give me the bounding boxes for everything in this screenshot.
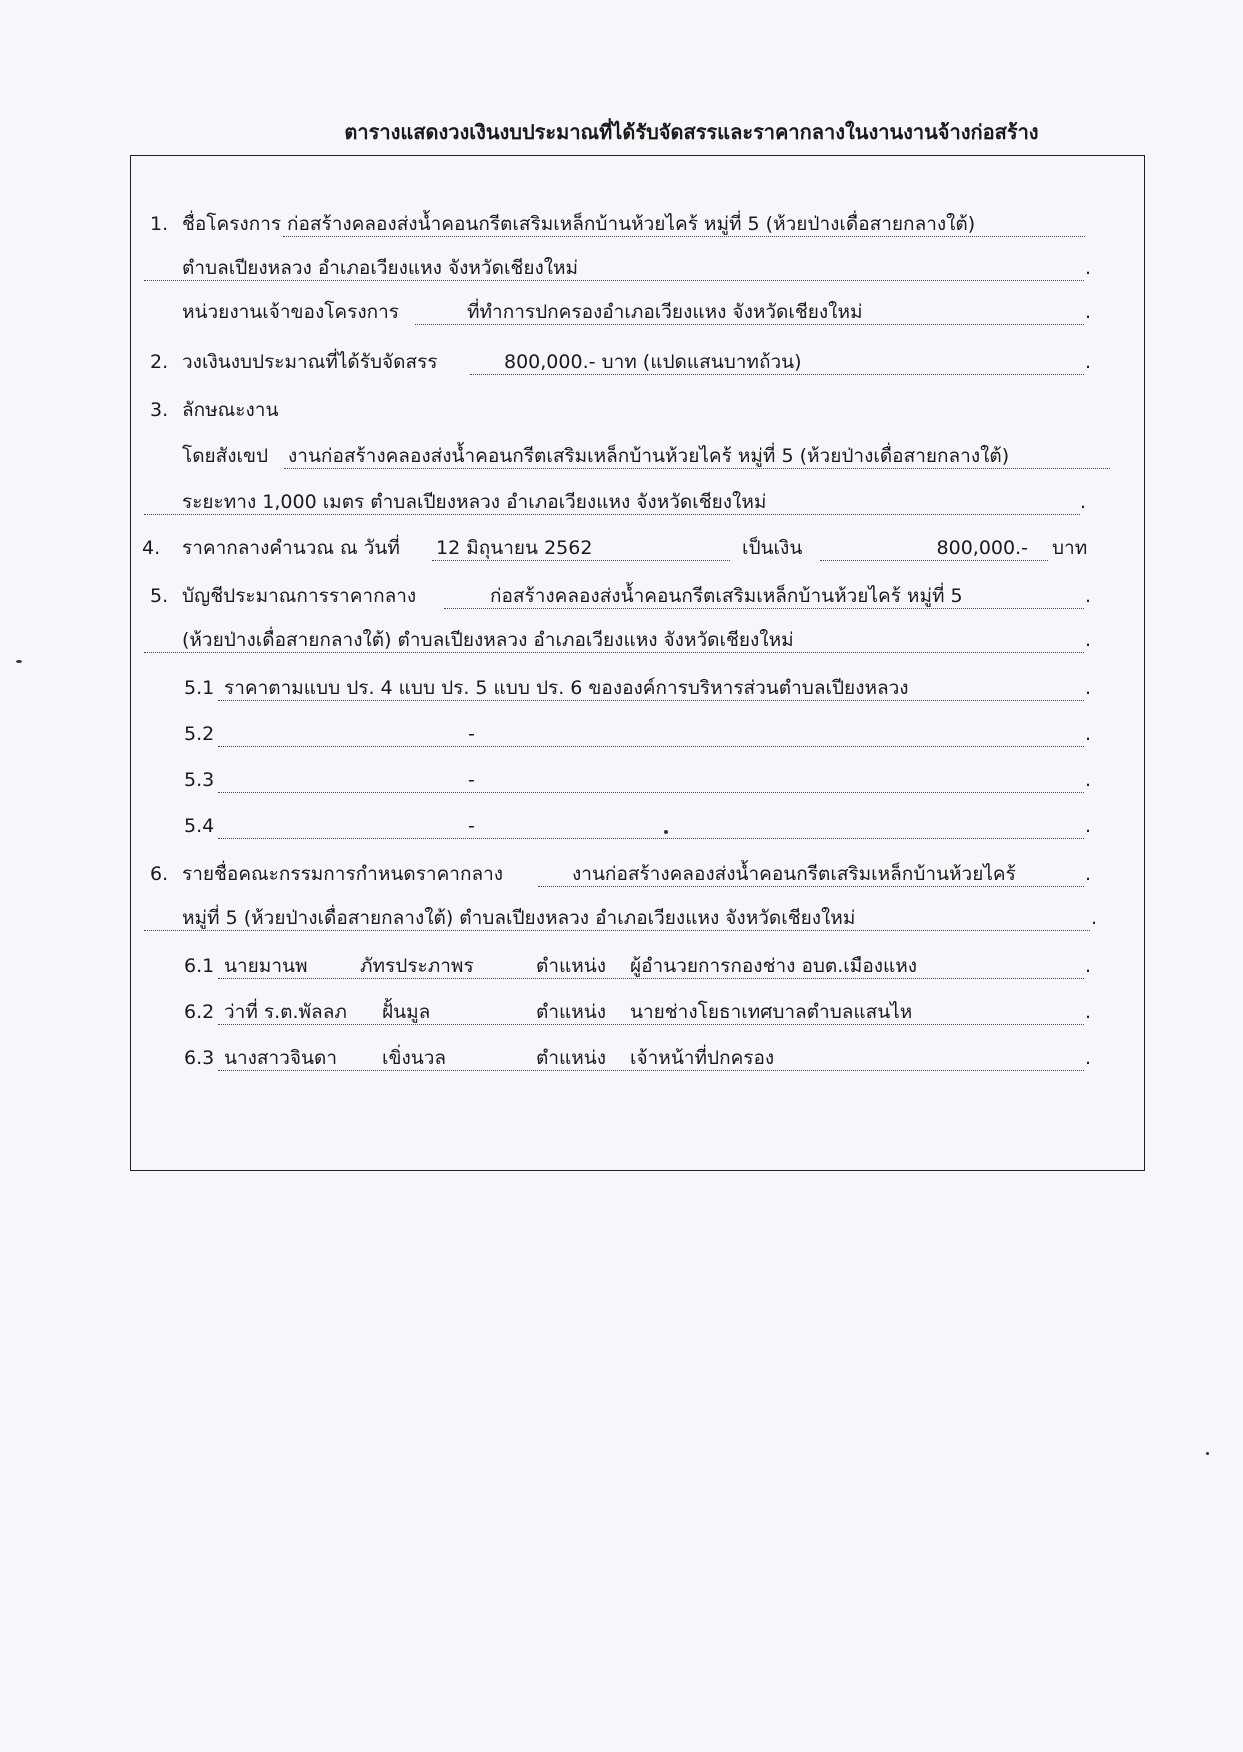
- scan-speck: [664, 830, 668, 834]
- member-3-row: [218, 1046, 1084, 1071]
- s1-project-location: ตำบลเปียงหลวง อำเภอเวียงแหง จังหวัดเชียงใหม่: [144, 256, 1084, 281]
- s5-item-4-number: 5.4: [184, 815, 215, 837]
- s6-label: รายชื่อคณะกรรมการกำหนดราคากลาง: [182, 863, 504, 885]
- s4-amount-label: เป็นเงิน: [742, 537, 803, 559]
- member-3-first-name: นางสาวจินดา: [224, 1047, 337, 1069]
- s6-number: 6.: [150, 863, 169, 885]
- member-3-position-label: ตำแหน่ง: [536, 1047, 607, 1069]
- document-title: ตารางแสดงวงเงินงบประมาณที่ได้รับจัดสรรและราคากลางในงานงานจ้างก่อสร้าง: [344, 120, 1039, 144]
- s2-number: 2.: [150, 351, 169, 373]
- s5-item-2-value: -: [218, 722, 1084, 747]
- member-1-row: [218, 954, 1084, 979]
- s5-item-2-number: 5.2: [184, 723, 215, 745]
- s5-item-3-value: -: [218, 768, 1084, 793]
- s5-end-dot-2: .: [1085, 629, 1092, 651]
- s6-committee-project-2: หมู่ที่ 5 (ห้วยป่างเดื่อสายกลางใต้) ตำบลเปียงหลวง อำเภอเวียงแหง จังหวัดเชียงใหม่: [144, 906, 1090, 931]
- s3-end-dot: .: [1080, 491, 1087, 513]
- s5-item-3-number: 5.3: [184, 769, 215, 791]
- s2-budget-value: 800,000.- บาท (แปดแสนบาทถ้วน): [470, 350, 1084, 375]
- s5-item-4-dot: .: [1085, 815, 1092, 837]
- member-3-number: 6.3: [184, 1047, 215, 1069]
- s1-owner-value: ที่ทำการปกครองอำเภอเวียงแหง จังหวัดเชียงใหม่: [415, 300, 1084, 325]
- s5-item-4-value: -: [218, 814, 1084, 839]
- s5-label: บัญชีประมาณการราคากลาง: [182, 585, 417, 607]
- s5-item-1-number: 5.1: [184, 677, 215, 699]
- s5-item-3-dot: .: [1085, 769, 1092, 791]
- s5-estimate-value: ก่อสร้างคลองส่งน้ำคอนกรีตเสริมเหล็กบ้านห้วยไคร้ หมู่ที่ 5: [444, 584, 1084, 609]
- s5-item-1-dot: .: [1085, 677, 1092, 699]
- member-1-number: 6.1: [184, 955, 215, 977]
- member-2-row: [218, 1000, 1084, 1025]
- s1-owner-label: หน่วยงานเจ้าของโครงการ: [182, 301, 399, 323]
- member-2-number: 6.2: [184, 1001, 215, 1023]
- member-1-position-label: ตำแหน่ง: [536, 955, 607, 977]
- s4-date: 12 มิถุนายน 2562: [432, 536, 730, 561]
- member-3-position: เจ้าหน้าที่ปกครอง: [630, 1047, 775, 1069]
- member-1-position: ผู้อำนวยการกองช่าง อบต.เมืองแหง: [630, 955, 918, 977]
- member-2-position: นายช่างโยธาเทศบาลตำบลแสนไห: [630, 1001, 913, 1023]
- s2-label: วงเงินงบประมาณที่ได้รับจัดสรร: [182, 351, 438, 373]
- s1-number: 1.: [150, 213, 169, 235]
- s4-label: ราคากลางคำนวณ ณ วันที่: [182, 537, 400, 559]
- s5-number: 5.: [150, 585, 169, 607]
- s4-unit: บาท: [1052, 537, 1088, 559]
- s1-project-name: ก่อสร้างคลองส่งน้ำคอนกรีตเสริมเหล็กบ้านห้วยไคร้ หมู่ที่ 5 (ห้วยป่างเดื่อสายกลางใต้): [283, 212, 1085, 237]
- s3-number: 3.: [150, 399, 169, 421]
- member-1-dot: .: [1085, 955, 1092, 977]
- scan-speck: [16, 660, 22, 663]
- member-3-last-name: เขิ่งนวล: [382, 1047, 447, 1069]
- member-2-last-name: ฝั้นมูล: [382, 1001, 431, 1023]
- s6-end-dot: .: [1085, 863, 1092, 885]
- s4-number: 4.: [142, 537, 161, 559]
- member-2-first-name: ว่าที่ ร.ต.พัลลภ: [224, 1001, 347, 1023]
- s5-estimate-value-2: (ห้วยป่างเดื่อสายกลางใต้) ตำบลเปียงหลวง อำเภอเวียงแหง จังหวัดเชียงใหม่: [144, 628, 1084, 653]
- s1-label: ชื่อโครงการ: [182, 213, 282, 235]
- s2-end-dot: .: [1085, 351, 1092, 373]
- s3-sub-label: โดยสังเขป: [182, 445, 269, 467]
- s4-amount: 800,000.-: [820, 536, 1048, 561]
- s6-committee-project: งานก่อสร้างคลองส่งน้ำคอนกรีตเสริมเหล็กบ้านห้วยไคร้: [538, 862, 1084, 887]
- member-1-first-name: นายมานพ: [224, 955, 308, 977]
- member-2-dot: .: [1085, 1001, 1092, 1023]
- s3-label: ลักษณะงาน: [182, 399, 279, 421]
- s6-end-dot-2: .: [1091, 907, 1098, 929]
- s3-description-2: ระยะทาง 1,000 เมตร ตำบลเปียงหลวง อำเภอเวียงแหง จังหวัดเชียงใหม่: [144, 490, 1080, 515]
- s5-item-2-dot: .: [1085, 723, 1092, 745]
- s5-item-1-value: ราคาตามแบบ ปร. 4 แบบ ปร. 5 แบบ ปร. 6 ขององค์การบริหารส่วนตำบลเปียงหลวง: [218, 676, 1084, 701]
- member-1-last-name: ภัทรประภาพร: [360, 955, 474, 977]
- s1-end-dot: .: [1085, 257, 1092, 279]
- member-3-dot: .: [1085, 1047, 1092, 1069]
- s1-owner-end-dot: .: [1085, 301, 1092, 323]
- s3-description: งานก่อสร้างคลองส่งน้ำคอนกรีตเสริมเหล็กบ้านห้วยไคร้ หมู่ที่ 5 (ห้วยป่างเดื่อสายกลางใต้): [284, 444, 1110, 469]
- member-2-position-label: ตำแหน่ง: [536, 1001, 607, 1023]
- scan-speck: [1206, 1452, 1209, 1455]
- s5-end-dot: .: [1085, 585, 1092, 607]
